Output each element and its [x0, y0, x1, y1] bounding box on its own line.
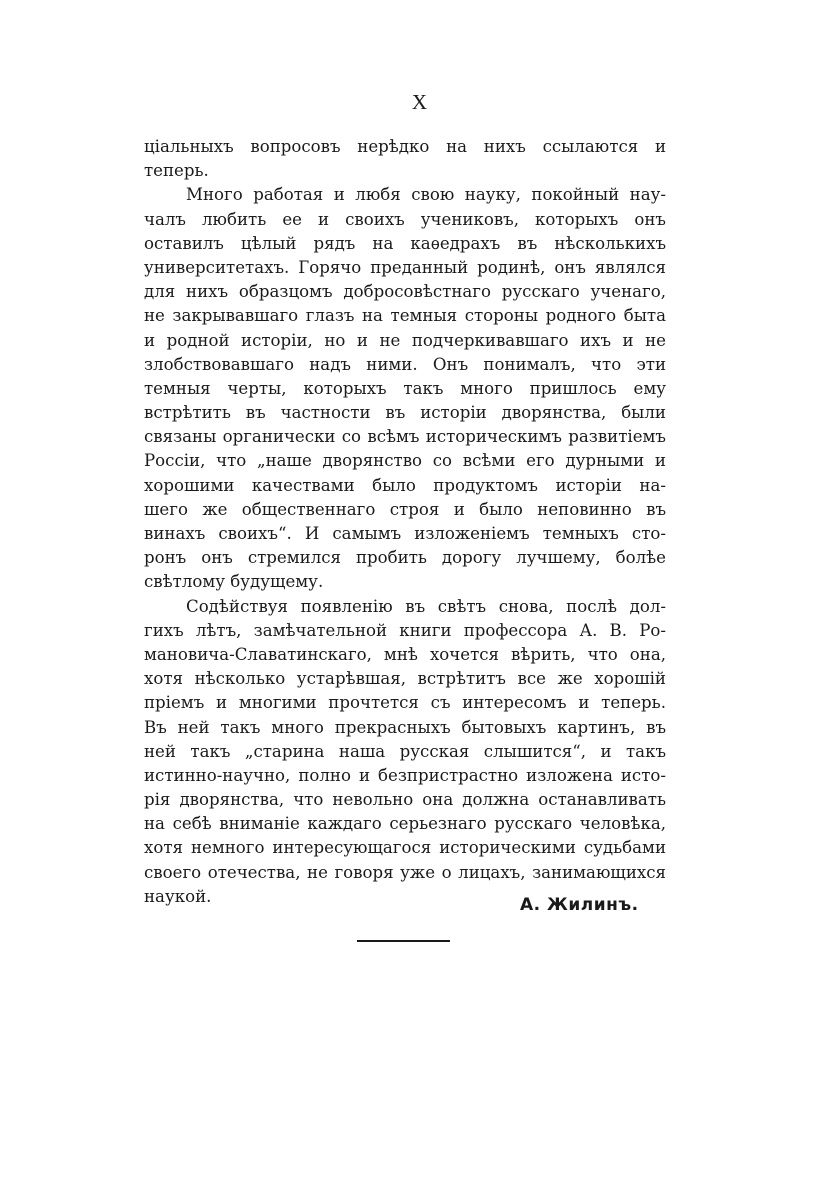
text-line: не закрывавшаго глазъ на темныя стороны родного быта [144, 306, 666, 326]
text-line: связаны органически со всѣмъ историческимъ развитіемъ [144, 427, 666, 447]
text-line: Въ ней такъ много прекрасныхъ бытовыхъ картинъ, въ [144, 717, 666, 737]
text-line: для нихъ образцомъ добросовѣстнаго русскаго ученаго, [144, 282, 666, 302]
text-line: на себѣ вниманіе каждаго серьезнаго русскаго человѣка, [144, 814, 666, 834]
text-line: Россіи, что „наше дворянство со всѣми его дурными и [144, 451, 666, 471]
text-line: ціальныхъ вопросовъ нерѣдко на нихъ ссылаются и [144, 137, 666, 156]
section-divider [357, 940, 450, 942]
body-text [144, 135, 666, 909]
text-line: теперь. [144, 161, 209, 181]
text-line: Много работая и любя свою науку, покойный нау- [186, 185, 666, 205]
text-line: и родной исторіи, но и не подчеркивавшаго ихъ и не [144, 330, 666, 350]
text-line: мановича-Славатинскаго, мнѣ хочется вѣрить, что она, [144, 644, 666, 664]
text-line: истинно-научно, полно и безпристрастно изложена исто- [144, 765, 666, 785]
text-line: темныя черты, которыхъ такъ много пришлось ему [144, 378, 666, 398]
text-line: хотя нѣсколько устарѣвшая, встрѣтитъ все же хорошій [144, 669, 666, 689]
text-line: шего же общественнаго строя и было неповинно въ [144, 499, 666, 519]
text-line: хорошими качествами было продуктомъ исторіи на- [144, 475, 666, 495]
text-line: оставилъ цѣлый рядъ на каѳедрахъ въ нѣсколькихъ [144, 233, 666, 253]
text-line: рія дворянства, что невольно она должна останавливать [144, 790, 666, 810]
text-line: университетахъ. Горячо преданный родинѣ, онъ являлся [144, 257, 666, 277]
text-line: злобствовавшаго надъ ними. Онъ понималъ, что эти [144, 354, 666, 374]
text-line: наукой. [144, 886, 212, 906]
text-line: пріемъ и многими прочтется съ интересомъ и теперь. [144, 693, 666, 713]
text-line: свѣтлому будущему. [144, 572, 324, 592]
text-line: винахъ своихъ“. И самымъ изложеніемъ темныхъ сто- [144, 524, 666, 543]
text-line: ней такъ „старина наша русская слышится“, и такъ [144, 741, 666, 761]
text-line: гихъ лѣтъ, замѣчательной книги профессора А. В. Ро- [144, 620, 666, 640]
page-number: X [411, 90, 429, 114]
text-line: хотя немного интересующагося историческими судьбами [144, 838, 666, 858]
text-line: Содѣйствуя появленію въ свѣтъ снова, послѣ дол- [186, 596, 666, 616]
author-signature: А. Жилинъ. [520, 895, 639, 915]
text-line: своего отечества, не говоря уже о лицахъ, занимающихся [144, 862, 666, 882]
text-line: ронъ онъ стремился пробить дорогу лучшему, болѣе [144, 548, 666, 568]
text-line: чалъ любить ее и своихъ учениковъ, которыхъ онъ [144, 209, 666, 229]
text-line: встрѣтить въ частности въ исторіи дворянства, были [144, 403, 666, 423]
